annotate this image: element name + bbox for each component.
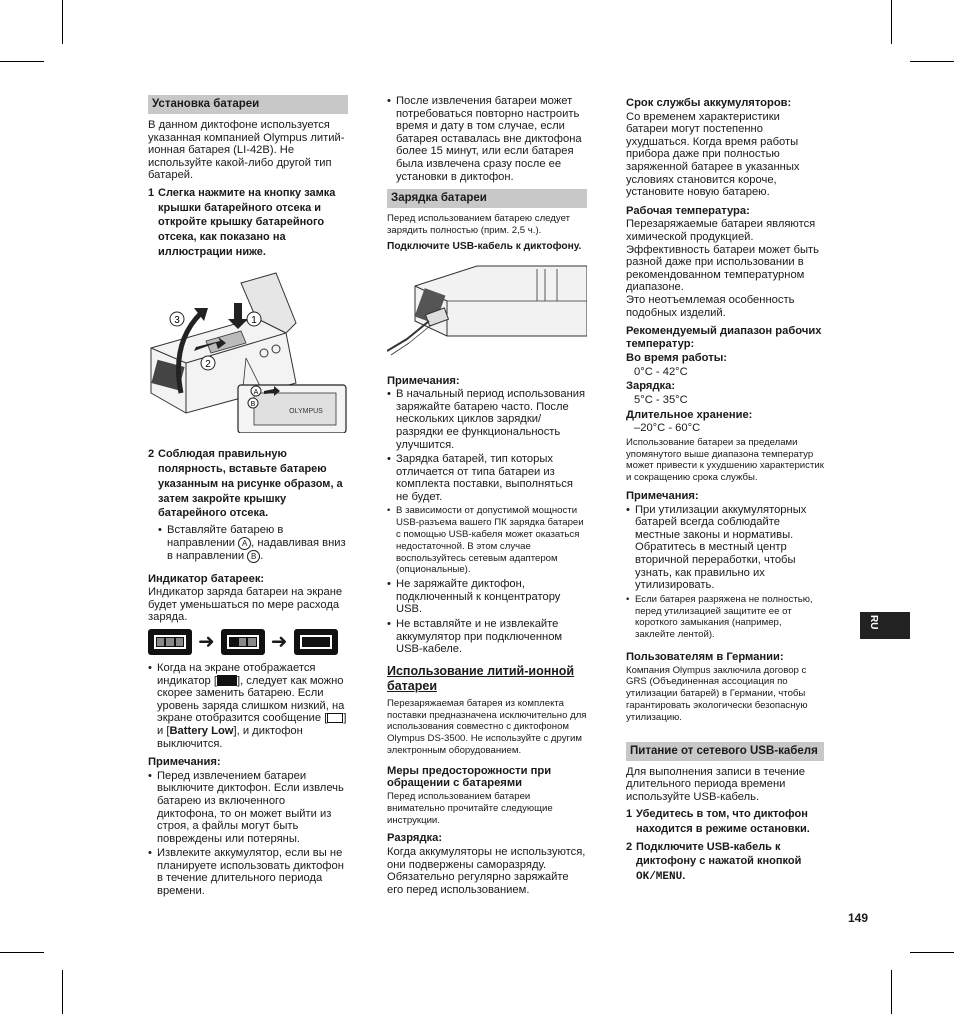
list-item: • После извлечения батареи может потребоваться повторно настроить время и дату в том случае, если батарея оставалась вне диктофона более 15 минут, или если батарея была извлечена сразу после ее установки в диктофон. bbox=[387, 95, 587, 183]
step-text: Подключите USB-кабель к диктофону с нажатой кнопкой OK/MENU. bbox=[636, 840, 802, 884]
discharge-text: Когда аккумуляторы не используются, они подвержены саморазряду. Обязательно регулярно заряжайте его перед использованием. bbox=[387, 845, 586, 896]
section-header-usb-power: Питание от сетевого USB-кабеля bbox=[626, 742, 824, 761]
crop-mark bbox=[910, 61, 954, 62]
list-item: • При утилизации аккумуляторных батарей всегда соблюдайте местные законы и нормативы. Обратитесь в местный центр вторичной переработки, чтобы узнать, как правильно их утилизировать. bbox=[626, 504, 824, 592]
list-item: • Если батарея разряжена не полностью, перед утилизацией защитите ее от короткого замыкания (например, заклейте лентой). bbox=[626, 594, 824, 641]
step-2 bbox=[148, 447, 348, 521]
usb-text: Для выполнения записи в течение длительного периода времени используйте USB-кабель. bbox=[626, 765, 806, 803]
arrow-right-icon: ➜ bbox=[198, 630, 215, 653]
crop-mark bbox=[62, 970, 63, 1014]
operating-title: Во время работы: bbox=[626, 352, 727, 365]
crop-mark bbox=[62, 0, 63, 44]
notes-title: Примечания: bbox=[387, 374, 460, 387]
notes-title: Примечания: bbox=[626, 490, 699, 503]
circle-a-icon: A bbox=[238, 537, 251, 550]
germany-title: Пользователям в Германии: bbox=[626, 650, 784, 663]
range-title: Рекомендуемый диапазон рабочих температур: bbox=[626, 325, 822, 350]
liion-text: Перезаряжаемая батарея из комплекта поставки предназначена исключительно для использования совместно с диктофоном Olympus DS-3500. Не используйте с другим электронным оборудованием. bbox=[387, 697, 587, 757]
storage-title: Длительное хранение: bbox=[626, 408, 753, 421]
circle-b-icon: B bbox=[247, 550, 260, 563]
temperature-text: Перезаряжаемые батареи являются химической продукцией. Эффективность батареи может быть разной даже при использовании в рекомендованном температурном диапазоне. bbox=[626, 218, 819, 294]
battery-two-thirds-icon bbox=[221, 629, 265, 655]
germany-text: Компания Olympus заключила договор с GRS (Объединенная ассоциация по утилизации батарей) в Германии, чтобы гарантировать экологически безопасную утилизацию. bbox=[626, 664, 808, 723]
discharge-title: Разрядка: bbox=[387, 832, 443, 845]
list-item: • В начальный период использования заряжайте батарею часто. После нескольких циклов зарядки/разрядки ее функциональность улучшится. bbox=[387, 388, 587, 451]
label-b: B bbox=[250, 401, 256, 409]
list-item: • Не заряжайте диктофон, подключенный к концентратору USB. bbox=[387, 578, 587, 616]
step-text: Убедитесь в том, что диктофон находится в режиме остановки. bbox=[636, 808, 810, 836]
notes-list bbox=[148, 770, 348, 898]
temperature-title: Рабочая температура: bbox=[626, 204, 750, 217]
usb-connection-illustration bbox=[387, 261, 587, 357]
notes-title: Примечания: bbox=[148, 756, 221, 769]
battery-life-title: Срок службы аккумуляторов: bbox=[626, 97, 792, 109]
temperature-text-2: Это неотъемлемая особенность подобных изделий. bbox=[626, 293, 795, 319]
liion-section-title: Использование литий-ионной батареи bbox=[387, 663, 575, 693]
label-1: 1 bbox=[251, 315, 257, 327]
indicator-bullets bbox=[148, 662, 348, 750]
battery-life-text: Со временем характеристики батареи могут постепенно ухудшаться. Когда время работы прибора даже при полностью заряженной батарее в указанных условиях становится короче, установите новую батарею. bbox=[626, 110, 800, 199]
step-number: 2 bbox=[626, 840, 633, 853]
precaution-title: Меры предосторожности при обращении с батареями bbox=[387, 764, 552, 790]
step-number: 1 bbox=[626, 808, 633, 821]
section-header-battery-install: Установка батареи bbox=[148, 95, 348, 114]
column-middle bbox=[387, 95, 587, 900]
section-header-charging: Зарядка батареи bbox=[387, 189, 587, 208]
crop-mark bbox=[910, 952, 954, 953]
crop-mark bbox=[891, 970, 892, 1014]
step-1 bbox=[148, 186, 348, 260]
battery-empty-small-icon bbox=[327, 713, 343, 723]
recorder-open-cover-drawing bbox=[146, 263, 351, 433]
crop-mark bbox=[891, 0, 892, 44]
indicator-text: Индикатор заряда батареи на экране будет уменьшаться по мере расхода заряда. bbox=[148, 586, 343, 624]
arrow-right-icon: ➜ bbox=[270, 630, 288, 653]
language-tab: RU bbox=[860, 612, 910, 639]
storage-range: –20°C - 60°C bbox=[634, 422, 701, 435]
disposal-notes-list bbox=[626, 504, 824, 641]
svg-text:OLYMPUS: OLYMPUS bbox=[289, 408, 323, 416]
battery-levels-row bbox=[148, 628, 348, 656]
list-item: • Зарядка батарей, тип которых отличается от типа батареи из комплекта поставки, выполняться не будет. bbox=[387, 453, 587, 503]
charge-step: Подключите USB-кабель к диктофону. bbox=[387, 240, 582, 252]
list-item: • Когда на экране отображается индикатор [ ], следует как можно скорее заменить батарею. Если уровень заряда слишком низкий, на экране отобразится сообщение [ ] и [Battery Low], и диктофон выключится. bbox=[148, 662, 348, 750]
intro-text: В данном диктофоне используется указанная компанией Olympus литий-ионная батарея (LI-42B). Не используйте какой-либо другой тип батарей. bbox=[148, 119, 345, 182]
list-item: • В зависимости от допустимой мощности USB-разъема вашего ПК зарядка батареи с помощью USB-кабеля может оказаться недостаточной. В этом случае воспользуйтесь сетевым адаптером (опциональные). bbox=[387, 505, 587, 576]
step-text: Соблюдая правильную полярность, вставьте батарею указанным на рисунке образом, а затем закройте крышку батарейного отсека. bbox=[158, 448, 343, 520]
crop-mark bbox=[0, 61, 44, 62]
charging-title: Зарядка: bbox=[626, 380, 676, 393]
list-item: • Перед извлечением батареи выключите диктофон. Если извлечь батарею из включенного диктофона, то он может выйти из строя, а файлы могут быть повреждены или потеряны. bbox=[148, 770, 348, 846]
list-item: • Не вставляйте и не извлекайте аккумулятор при подключенном USB-кабеле. bbox=[387, 618, 587, 656]
charging-range: 5°C - 35°C bbox=[634, 394, 688, 407]
label-3: 3 bbox=[174, 315, 180, 327]
ok-menu-button-label: OK/MENU bbox=[636, 871, 683, 884]
precaution-text: Перед использованием батареи внимательно прочитайте следующие инструкции. bbox=[387, 791, 553, 826]
usb-step-2 bbox=[626, 840, 824, 885]
step-text: Слегка нажмите на кнопку замка крышки батарейного отсека и откройте крышку батарейного отсека, как показано на иллюстрации ниже. bbox=[158, 186, 336, 258]
step2-notes bbox=[158, 524, 348, 563]
usb-step-1 bbox=[626, 807, 824, 836]
charge-notes-list bbox=[387, 388, 587, 656]
column-left bbox=[148, 95, 348, 900]
indicator-title: Индикатор батареек: bbox=[148, 572, 265, 585]
charge-intro: Перед использованием батарею следует зарядить полностью (прим. 2,5 ч.). bbox=[387, 213, 571, 236]
step-number: 2 bbox=[148, 448, 155, 461]
page-number: 149 bbox=[848, 911, 869, 925]
step-number: 1 bbox=[148, 186, 155, 199]
crop-mark bbox=[0, 952, 44, 953]
storage-text: Использование батареи за пределами упомянутого выше диапазона температур может привести к ухудшению характеристик и сокращению срока службы. bbox=[626, 436, 824, 484]
battery-low-icon bbox=[217, 675, 237, 686]
column-right bbox=[626, 95, 824, 888]
list-item: • Извлеките аккумулятор, если вы не планируете использовать диктофон в течение длительного периода времени. bbox=[148, 847, 348, 897]
battery-full-icon bbox=[148, 629, 192, 655]
battery-cover-illustration bbox=[146, 263, 348, 433]
label-a: A bbox=[253, 389, 259, 397]
removal-bullet bbox=[387, 95, 587, 183]
operating-range: 0°C - 42°C bbox=[634, 365, 688, 378]
list-item: • Вставляйте батарею в направлении A , надавливая вниз в направлении B . bbox=[158, 524, 348, 563]
battery-empty-icon bbox=[294, 629, 338, 655]
label-2: 2 bbox=[205, 359, 211, 371]
